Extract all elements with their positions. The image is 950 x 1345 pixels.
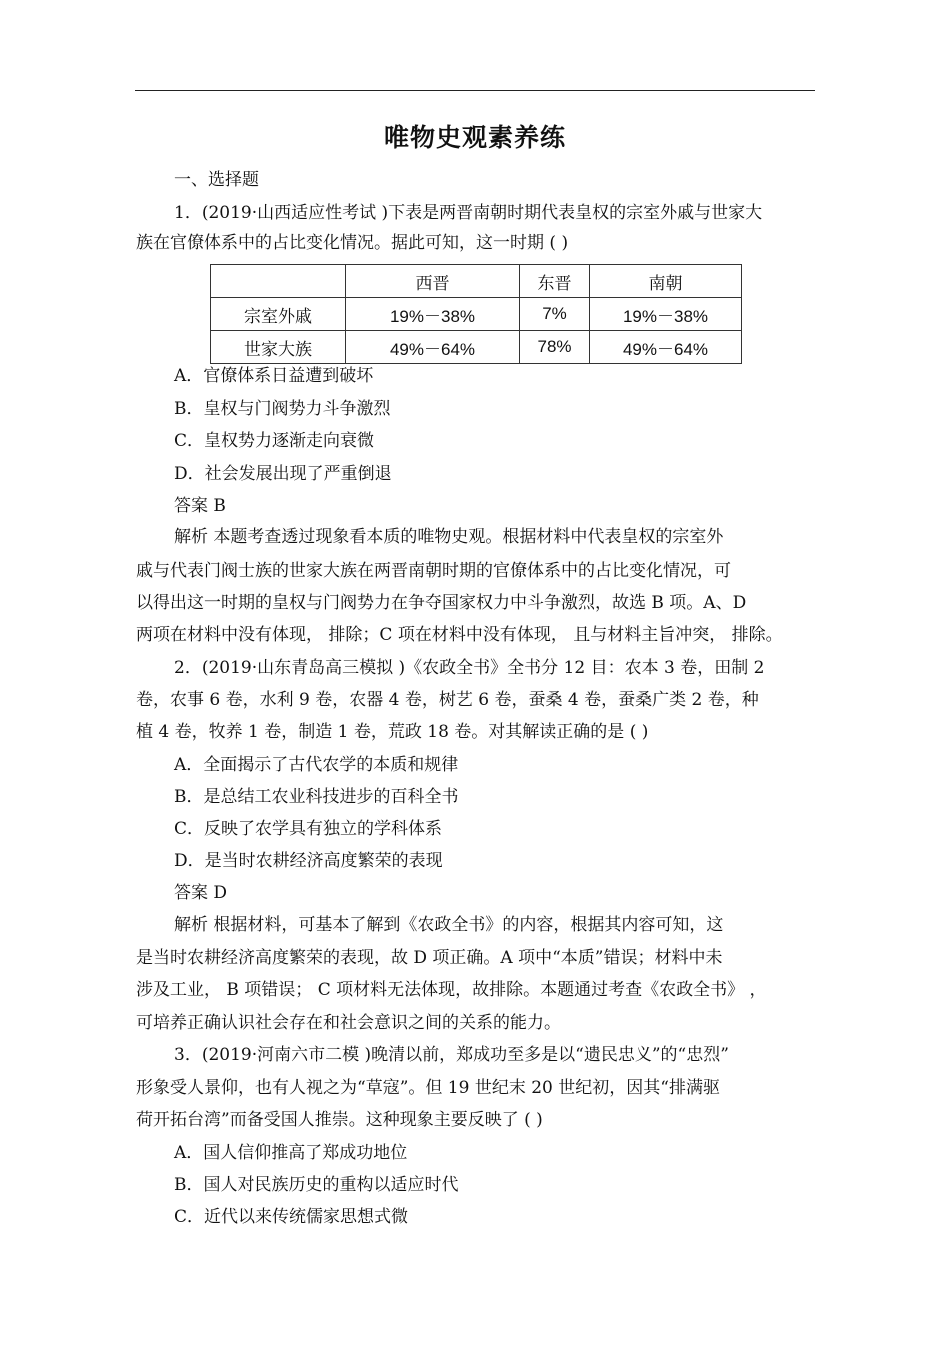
q1-analysis-line: 戚与代表门阀士族的世家大族在两晋南朝时期的官僚体系中的占比变化情况，可 [136, 561, 731, 581]
q2-option-a: A．全面揭示了古代农学的本质和规律 [174, 755, 459, 775]
page-title: 唯物史观素养练 [383, 123, 566, 152]
q1-option-b: B．皇权与门阀势力斗争激烈 [174, 399, 391, 419]
table-cell: 49%－64% [346, 331, 520, 364]
q3-stem-line: 荷开拓台湾”而备受国人推崇。这种现象主要反映了 ( ) [136, 1110, 543, 1130]
q2-analysis-line: 是当时农耕经济高度繁荣的表现，故 D 项正确。A 项中“本质”错误；材料中未 [136, 948, 723, 968]
q2-answer: 答案 D [174, 883, 228, 903]
q2-option-d: D．是当时农耕经济高度繁荣的表现 [174, 851, 443, 871]
table-header-cell: 东晋 [520, 265, 590, 298]
q2-stem-line: 植 4 卷，牧养 1 卷，制造 1 卷，荒政 18 卷。对其解读正确的是 ( ) [136, 722, 649, 742]
table-cell: 7% [520, 298, 590, 331]
table-header-cell: 西晋 [346, 265, 520, 298]
table-row [211, 298, 742, 331]
section-heading: 一、选择题 [174, 170, 259, 190]
q1-analysis-line: 解析 本题考查透过现象看本质的唯物史观。根据材料中代表皇权的宗室外 [174, 527, 724, 547]
q2-analysis-line: 涉及工业， B 项错误； C 项材料无法体现，故排除。本题通过考查《农政全书》 ， [136, 980, 767, 1000]
q1-stem-line-2: 族在官僚体系中的占比变化情况。据此可知，这一时期 ( ) [136, 233, 569, 253]
q1-stem-line-1: 1．(2019·山西适应性考试 )下表是两晋南朝时期代表皇权的宗室外戚与世家大 [174, 203, 763, 223]
q1-analysis-line: 两项在材料中没有体现， 排除；C 项在材料中没有体现， 且与材料主旨冲突， 排除。 [136, 625, 783, 645]
q1-data-table [210, 264, 742, 364]
q1-option-a: A．官僚体系日益遭到破坏 [174, 366, 374, 386]
table-cell: 49%－64% [590, 331, 742, 364]
table-cell: 19%－38% [590, 298, 742, 331]
q2-stem-line: 2．(2019·山东青岛高三模拟 )《农政全书》全书分 12 目：农本 3 卷，田制 2 [174, 658, 765, 678]
table-header-row [211, 265, 742, 298]
q3-stem-line: 形象受人景仰，也有人视之为“草寇”。但 19 世纪末 20 世纪初，因其“排满驱 [136, 1078, 720, 1098]
table-cell: 78% [520, 331, 590, 364]
q2-option-b: B．是总结工农业科技进步的百科全书 [174, 787, 459, 807]
table-cell: 19%－38% [346, 298, 520, 331]
q1-answer: 答案 B [174, 496, 226, 516]
q3-option-a: A．国人信仰推高了郑成功地位 [174, 1143, 408, 1163]
q3-option-b: B．国人对民族历史的重构以适应时代 [174, 1175, 459, 1195]
table-row [211, 331, 742, 364]
q3-option-c: C．近代以来传统儒家思想式微 [174, 1207, 409, 1227]
q2-analysis-line: 可培养正确认识社会存在和社会意识之间的关系的能力。 [136, 1013, 561, 1033]
header-rule [135, 90, 815, 91]
table-cell: 世家大族 [211, 331, 346, 364]
q3-stem-line: 3．(2019·河南六市二模 )晚清以前，郑成功至多是以“遗民忠义”的“忠烈” [174, 1045, 729, 1065]
table-header-cell [211, 265, 346, 298]
q1-analysis-line: 以得出这一时期的皇权与门阀势力在争夺国家权力中斗争激烈，故选 B 项。A、D [136, 593, 747, 613]
table-cell: 宗室外戚 [211, 298, 346, 331]
q2-stem-line: 卷，农事 6 卷，水利 9 卷，农器 4 卷，树艺 6 卷，蚕桑 4 卷，蚕桑广类 2 卷，种 [136, 690, 759, 710]
table-header-cell: 南朝 [590, 265, 742, 298]
q2-option-c: C．反映了农学具有独立的学科体系 [174, 819, 443, 839]
q2-analysis-line: 解析 根据材料，可基本了解到《农政全书》的内容，根据其内容可知，这 [174, 915, 724, 935]
q1-option-c: C．皇权势力逐渐走向衰微 [174, 431, 375, 451]
q1-option-d: D．社会发展出现了严重倒退 [174, 464, 392, 484]
